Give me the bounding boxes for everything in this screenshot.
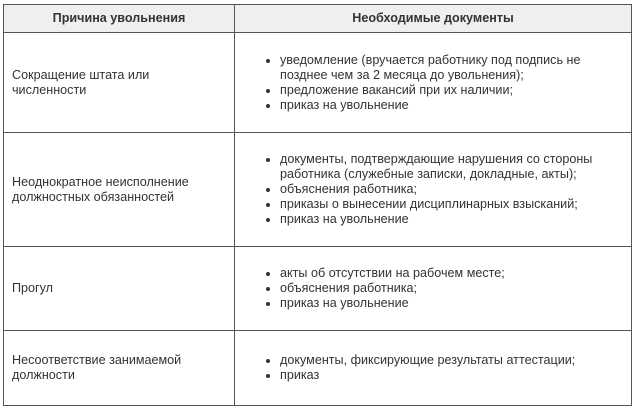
documents-list — [243, 152, 621, 227]
documents-list — [243, 353, 621, 383]
list-item: • приказ — [280, 368, 621, 383]
list-item: • документы, подтверждающие нарушения со стороны работника (служебные записки, докладные, акты); — [280, 152, 621, 182]
header-row — [4, 5, 632, 33]
documents-cell — [235, 33, 632, 133]
list-item: • объяснения работника; — [280, 281, 621, 296]
table-body — [4, 33, 632, 406]
list-item: • приказ на увольнение — [280, 212, 621, 227]
table-row — [4, 133, 632, 247]
documents-list — [243, 266, 621, 311]
list-item: • уведомление (вручается работнику под подпись не позднее чем за 2 месяца до увольнения); — [280, 53, 621, 83]
list-item: • приказ на увольнение — [280, 296, 621, 311]
table-header — [4, 5, 632, 33]
list-item: • приказ на увольнение — [280, 98, 621, 113]
list-item: • приказы о вынесении дисциплинарных взысканий; — [280, 197, 621, 212]
reason-cell: Сокращение штата или численности — [4, 33, 235, 133]
documents-list — [243, 53, 621, 113]
table-row — [4, 331, 632, 406]
table-row — [4, 247, 632, 331]
header-reason: Причина увольнения — [4, 5, 235, 33]
header-documents: Необходимые документы — [235, 5, 632, 33]
list-item: • документы, фиксирующие результаты аттестации; — [280, 353, 621, 368]
documents-cell — [235, 247, 632, 331]
reason-cell: Несоответствие занимаемой должности — [4, 331, 235, 406]
dismissal-documents-table — [3, 4, 632, 406]
list-item: • акты об отсутствии на рабочем месте; — [280, 266, 621, 281]
reason-cell: Прогул — [4, 247, 235, 331]
list-item: • объяснения работника; — [280, 182, 621, 197]
reason-cell: Неоднократное неисполнение должностных обязанностей — [4, 133, 235, 247]
list-item: • предложение вакансий при их наличии; — [280, 83, 621, 98]
table-row — [4, 33, 632, 133]
documents-cell — [235, 133, 632, 247]
documents-cell — [235, 331, 632, 406]
